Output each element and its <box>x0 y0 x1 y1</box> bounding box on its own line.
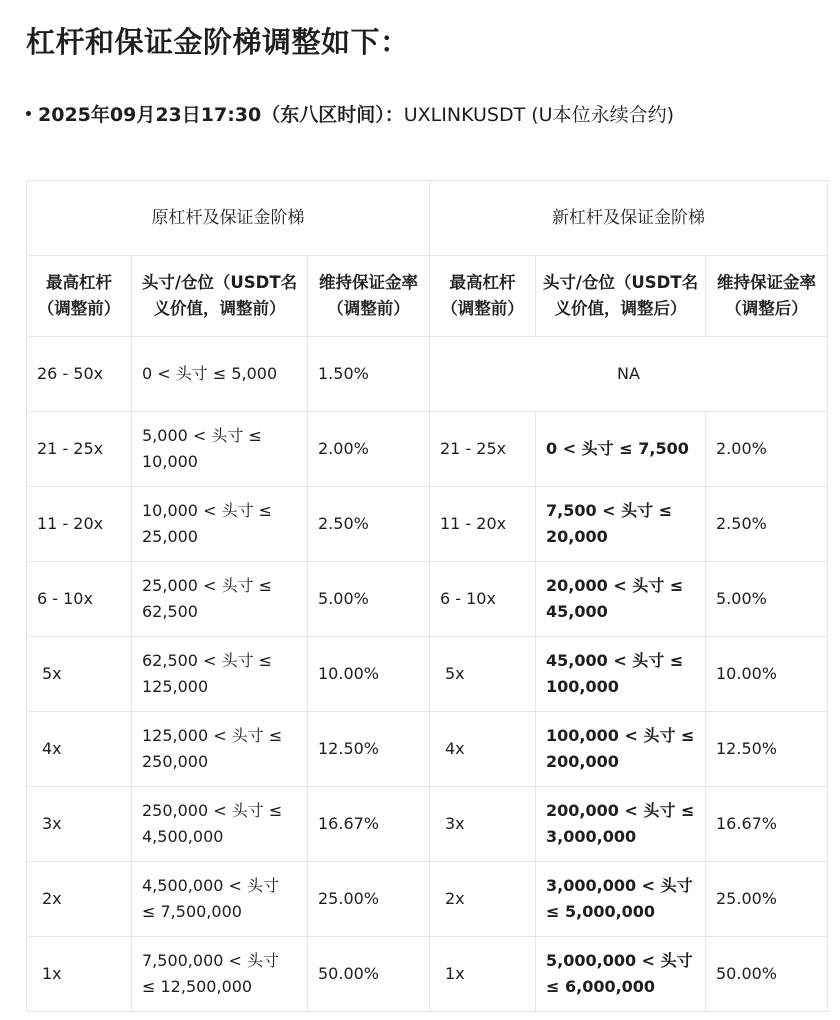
new-mmr-cell: 50.00% <box>706 937 828 1012</box>
old-leverage-cell: 4x <box>27 712 132 787</box>
old-leverage-cell: 26 - 50x <box>27 337 132 412</box>
new-mmr-cell: 2.50% <box>706 487 828 562</box>
effective-time: 2025年09月23日17:30（东八区时间）： <box>38 104 404 126</box>
old-position-cell: 10,000 < 头寸 ≤ 25,000 <box>132 487 308 562</box>
new-leverage-cell: 6 - 10x <box>430 562 536 637</box>
bullet-dot-icon <box>26 111 31 116</box>
old-position-cell: 125,000 < 头寸 ≤ 250,000 <box>132 712 308 787</box>
col-header-old-mmr: 维持保证金率 （调整前） <box>308 256 430 337</box>
old-position-cell: 0 < 头寸 ≤ 5,000 <box>132 337 308 412</box>
table-row <box>27 337 828 412</box>
new-leverage-cell: 11 - 20x <box>430 487 536 562</box>
new-position-cell: 7,500 < 头寸 ≤ 20,000 <box>536 487 706 562</box>
new-leverage-cell: 4x <box>430 712 536 787</box>
new-position-cell: 100,000 < 头寸 ≤ 200,000 <box>536 712 706 787</box>
old-mmr-cell: 10.00% <box>308 637 430 712</box>
table-row <box>27 712 828 787</box>
old-mmr-cell: 50.00% <box>308 937 430 1012</box>
table-row <box>27 637 828 712</box>
old-leverage-cell: 6 - 10x <box>27 562 132 637</box>
old-mmr-cell: 2.00% <box>308 412 430 487</box>
old-mmr-cell: 1.50% <box>308 337 430 412</box>
new-position-cell: 20,000 < 头寸 ≤ 45,000 <box>536 562 706 637</box>
new-mmr-cell: 16.67% <box>706 787 828 862</box>
new-position-cell: 200,000 < 头寸 ≤ 3,000,000 <box>536 787 706 862</box>
new-position-cell: 0 < 头寸 ≤ 7,500 <box>536 412 706 487</box>
table-row <box>27 487 828 562</box>
new-mmr-cell: 2.00% <box>706 412 828 487</box>
group-header-old: 原杠杆及保证金阶梯 <box>27 181 430 256</box>
table-row <box>27 937 828 1012</box>
contract-name: UXLINKUSDT (U本位永续合约) <box>403 104 674 126</box>
old-position-cell: 7,500,000 < 头寸 ≤ 12,500,000 <box>132 937 308 1012</box>
col-header-new-mmr: 维持保证金率 （调整后） <box>706 256 828 337</box>
column-header-row <box>27 256 828 337</box>
table-row <box>27 412 828 487</box>
old-leverage-cell: 21 - 25x <box>27 412 132 487</box>
old-mmr-cell: 12.50% <box>308 712 430 787</box>
col-header-old-leverage: 最高杠杆（调整前） <box>27 256 132 337</box>
old-mmr-cell: 25.00% <box>308 862 430 937</box>
old-position-cell: 250,000 < 头寸 ≤ 4,500,000 <box>132 787 308 862</box>
old-leverage-cell: 11 - 20x <box>27 487 132 562</box>
old-position-cell: 4,500,000 < 头寸 ≤ 7,500,000 <box>132 862 308 937</box>
old-leverage-cell: 1x <box>27 937 132 1012</box>
old-mmr-cell: 2.50% <box>308 487 430 562</box>
group-header-row <box>27 181 828 256</box>
new-mmr-cell: 25.00% <box>706 862 828 937</box>
new-tier-na-cell: NA <box>430 337 828 412</box>
old-leverage-cell: 2x <box>27 862 132 937</box>
old-mmr-cell: 5.00% <box>308 562 430 637</box>
page-title: 杠杆和保证金阶梯调整如下： <box>26 25 410 59</box>
old-leverage-cell: 5x <box>27 637 132 712</box>
new-position-cell: 45,000 < 头寸 ≤ 100,000 <box>536 637 706 712</box>
group-header-new: 新杠杆及保证金阶梯 <box>430 181 828 256</box>
new-mmr-cell: 5.00% <box>706 562 828 637</box>
old-position-cell: 62,500 < 头寸 ≤ 125,000 <box>132 637 308 712</box>
col-header-new-leverage: 最高杠杆（调整前） <box>430 256 536 337</box>
table-row <box>27 562 828 637</box>
new-leverage-cell: 3x <box>430 787 536 862</box>
old-leverage-cell: 3x <box>27 787 132 862</box>
new-leverage-cell: 2x <box>430 862 536 937</box>
col-header-new-position: 头寸/仓位（USDT名义价值，调整后） <box>536 256 706 337</box>
table-row <box>27 787 828 862</box>
col-header-old-position: 头寸/仓位（USDT名义价值，调整前） <box>132 256 308 337</box>
leverage-margin-table <box>26 180 828 1012</box>
table-row <box>27 862 828 937</box>
old-position-cell: 5,000 < 头寸 ≤ 10,000 <box>132 412 308 487</box>
new-position-cell: 3,000,000 < 头寸 ≤ 5,000,000 <box>536 862 706 937</box>
new-position-cell: 5,000,000 < 头寸 ≤ 6,000,000 <box>536 937 706 1012</box>
new-leverage-cell: 1x <box>430 937 536 1012</box>
old-position-cell: 25,000 < 头寸 ≤ 62,500 <box>132 562 308 637</box>
old-mmr-cell: 16.67% <box>308 787 430 862</box>
new-leverage-cell: 21 - 25x <box>430 412 536 487</box>
new-mmr-cell: 10.00% <box>706 637 828 712</box>
new-mmr-cell: 12.50% <box>706 712 828 787</box>
new-leverage-cell: 5x <box>430 637 536 712</box>
announcement-line <box>26 100 674 130</box>
